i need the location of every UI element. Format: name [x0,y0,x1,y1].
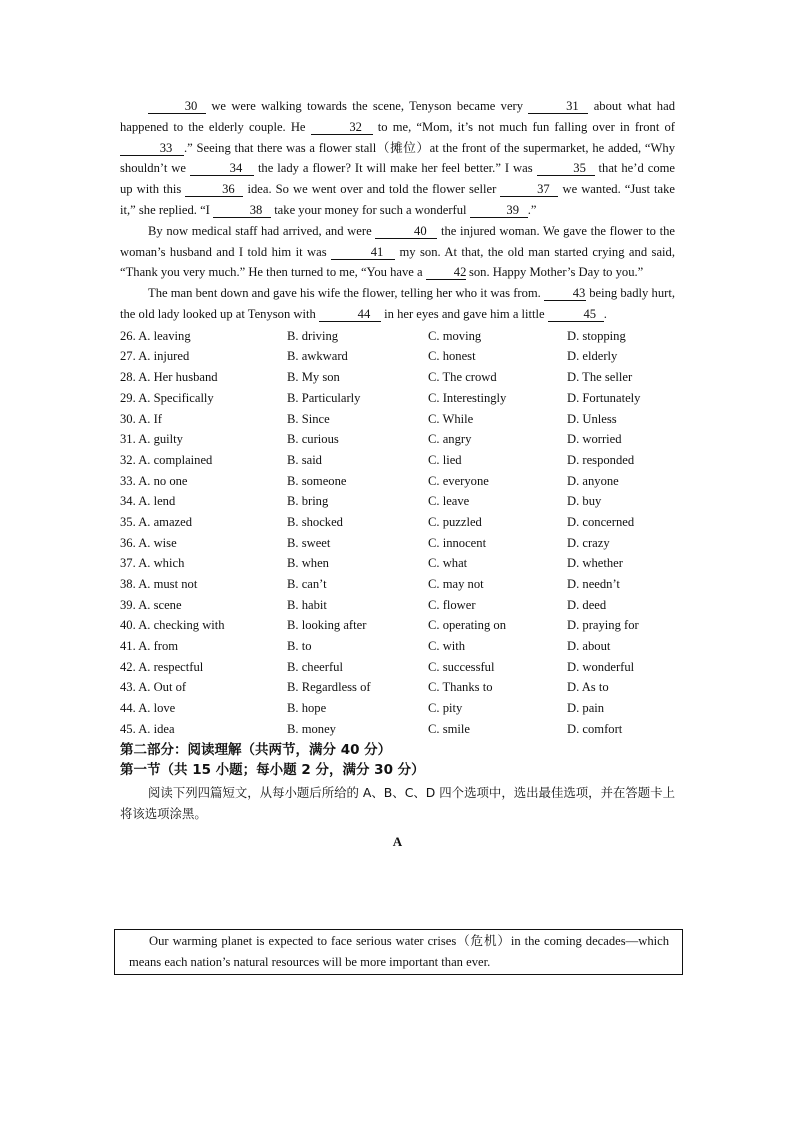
option-a: 41. A. from [120,639,179,654]
option-c: C. puzzled [428,514,482,529]
option-b: B. habit [287,597,327,612]
option-c: C. angry [428,432,472,447]
option-c: C. honest [428,349,476,364]
option-c: C. leave [428,494,470,509]
option-d: D. Unless [567,411,617,426]
option-c: C. flower [428,597,476,612]
option-row [120,409,675,430]
option-a: 35. A. amazed [120,514,193,529]
passage-a-intro-box [114,929,683,975]
option-a: 34. A. lend [120,494,176,509]
option-row [120,491,675,512]
option-c: C. While [428,411,474,426]
passage-label: A [392,833,403,849]
option-row [120,677,675,698]
text: take your money for such a wonderful [274,202,467,217]
option-b: B. cheerful [287,659,343,674]
option-c: C. innocent [428,535,487,550]
option-d: D. Fortunately [567,390,641,405]
blank-36: 36 [185,182,243,197]
option-d: D. about [567,639,611,654]
option-a: 26. A. leaving [120,328,191,343]
option-row [120,512,675,533]
option-b: B. said [287,452,322,467]
option-c: C. pity [428,701,463,716]
option-b: B. sweet [287,535,331,550]
option-c: C. Interestingly [428,390,507,405]
blank-39: 39 [470,203,528,218]
option-c: C. smile [428,721,470,736]
option-c: C. operating on [428,618,506,633]
option-c: C. Thanks to [428,680,493,695]
blank-38: 38 [213,203,271,218]
option-row [120,657,675,678]
blank-43: 43 [544,286,586,301]
blank-42: 42 [426,265,466,280]
passage-a-intro: Our warming planet is expected to face serious water crises（危机）in the coming decades—which means each nation’s natural resources will be more important than ever. [129,934,669,969]
option-b: B. someone [287,473,347,488]
option-a: 31. A. guilty [120,432,183,447]
option-a: 38. A. must not [120,577,198,592]
option-b: B. My son [287,370,340,385]
option-b: B. driving [287,328,339,343]
option-a: 39. A. scene [120,597,182,612]
blank-37: 37 [500,182,558,197]
option-a: 27. A. injured [120,349,190,364]
option-a: 29. A. Specifically [120,390,214,405]
option-d: D. The seller [567,370,633,385]
option-b: B. money [287,721,336,736]
option-b: B. to [287,639,312,654]
option-row [120,471,675,492]
option-d: D. wonderful [567,659,635,674]
option-a: 44. A. love [120,701,176,716]
cloze-paragraph-2 [120,221,675,283]
option-a: 36. A. wise [120,535,177,550]
option-c: C. successful [428,659,495,674]
option-row [120,367,675,388]
option-b: B. when [287,556,329,571]
option-row [120,595,675,616]
blank-41: 41 [331,245,395,260]
option-a: 40. A. checking with [120,618,225,633]
part2-title: 第二部分：阅读理解（共两节，满分 40 分） [120,741,392,758]
option-b: B. can’t [287,577,327,592]
option-d: D. crazy [567,535,610,550]
option-b: B. Particularly [287,390,361,405]
text: about what had happened to the elderly couple. He [120,99,675,134]
blank-44: 44 [319,307,381,322]
blank-40: 40 [375,224,437,239]
text: my son. At that, the old man started crying and said, “Thank you very much.” He then turned to me, “You have a [120,244,675,280]
option-a: 45. A. idea [120,721,175,736]
blank-30: 30 [148,99,206,114]
text: being badly hurt, the old lady looked up at Tenyson with [120,286,675,321]
option-d: D. deed [567,597,607,612]
blank-34: 34 [190,161,254,176]
option-b: B. curious [287,432,339,447]
text: idea. So we went over and told the flower seller [247,182,497,197]
exam-page [120,96,675,851]
option-d: D. needn’t [567,577,620,592]
text: in her eyes and gave him a little [384,306,545,321]
option-d: D. whether [567,556,623,571]
option-row [120,615,675,636]
text: .” [527,202,537,217]
option-row [120,698,675,719]
text: to me, “Mom, it’s not much fun falling over in front of [377,119,675,134]
option-d: D. stopping [567,328,626,343]
option-d: D. praying for [567,618,639,633]
option-b: B. shocked [287,514,343,529]
option-d: D. comfort [567,721,623,736]
text: .” Seeing that there was a flower stall（摊位）at the front of the supermarket, he added, “Why shouldn’t we [120,140,675,176]
blank-35: 35 [537,161,595,176]
option-d: D. worried [567,432,622,447]
option-a: 42. A. respectful [120,659,204,674]
text: son. Happy Mother’s Day to you.” [468,265,644,280]
blank-45: 45 [548,307,604,322]
cloze-paragraph-3 [120,283,675,325]
option-c: C. lied [428,452,462,467]
text: the injured woman. We gave the flower to the woman’s husband and I told him it was [120,223,676,259]
option-b: B. awkward [287,349,348,364]
option-row [120,636,675,657]
option-b: B. Since [287,411,330,426]
option-d: D. pain [567,701,605,716]
text: . [603,306,607,321]
cloze-paragraph-1 [120,96,675,221]
options-list [120,326,675,740]
text: we wanted. “Just take it,” she replied. “I [120,182,676,217]
text: The man bent down and gave his wife the flower, telling her who it was from. [148,286,541,301]
instruction: 阅读下列四篇短文，从每小题后所给的 A、B、C、D 四个选项中，选出最佳选项，并在答题卡上将该选项涂黑。 [120,784,675,821]
option-c: C. with [428,639,466,654]
text: that he’d come up with this [120,161,675,197]
option-b: B. Regardless of [287,680,371,695]
option-c: C. The crowd [428,370,497,385]
option-row [120,346,675,367]
text: we were walking towards the scene, Tenyson became very [211,99,524,113]
option-a: 43. A. Out of [120,680,187,695]
option-a: 32. A. complained [120,452,213,467]
option-c: C. what [428,556,468,571]
option-d: D. As to [567,680,609,695]
option-row [120,388,675,409]
option-d: D. elderly [567,349,618,364]
option-b: B. bring [287,494,329,509]
section1-title: 第一节（共 15 小题；每小题 2 分，满分 30 分） [120,761,425,778]
option-a: 30. A. If [120,411,162,426]
option-b: B. looking after [287,618,367,633]
option-row [120,429,675,450]
option-row [120,719,675,740]
text: By now medical staff had arrived, and were [148,223,372,238]
option-c: C. everyone [428,473,489,488]
option-a: 33. A. no one [120,473,188,488]
text: the lady a flower? It will make her feel better.” I was [257,161,533,176]
option-row [120,553,675,574]
option-c: C. moving [428,328,482,343]
option-d: D. responded [567,452,635,467]
blank-31: 31 [528,99,588,114]
option-a: 37. A. which [120,556,185,571]
blank-32: 32 [311,120,373,135]
option-row [120,326,675,347]
option-d: D. anyone [567,473,619,488]
option-c: C. may not [428,577,484,592]
option-d: D. buy [567,494,602,509]
option-row [120,450,675,471]
blank-33: 33 [120,141,184,156]
option-a: 28. A. Her husband [120,370,218,385]
option-row [120,533,675,554]
option-row [120,574,675,595]
option-d: D. concerned [567,514,635,529]
option-b: B. hope [287,701,327,716]
